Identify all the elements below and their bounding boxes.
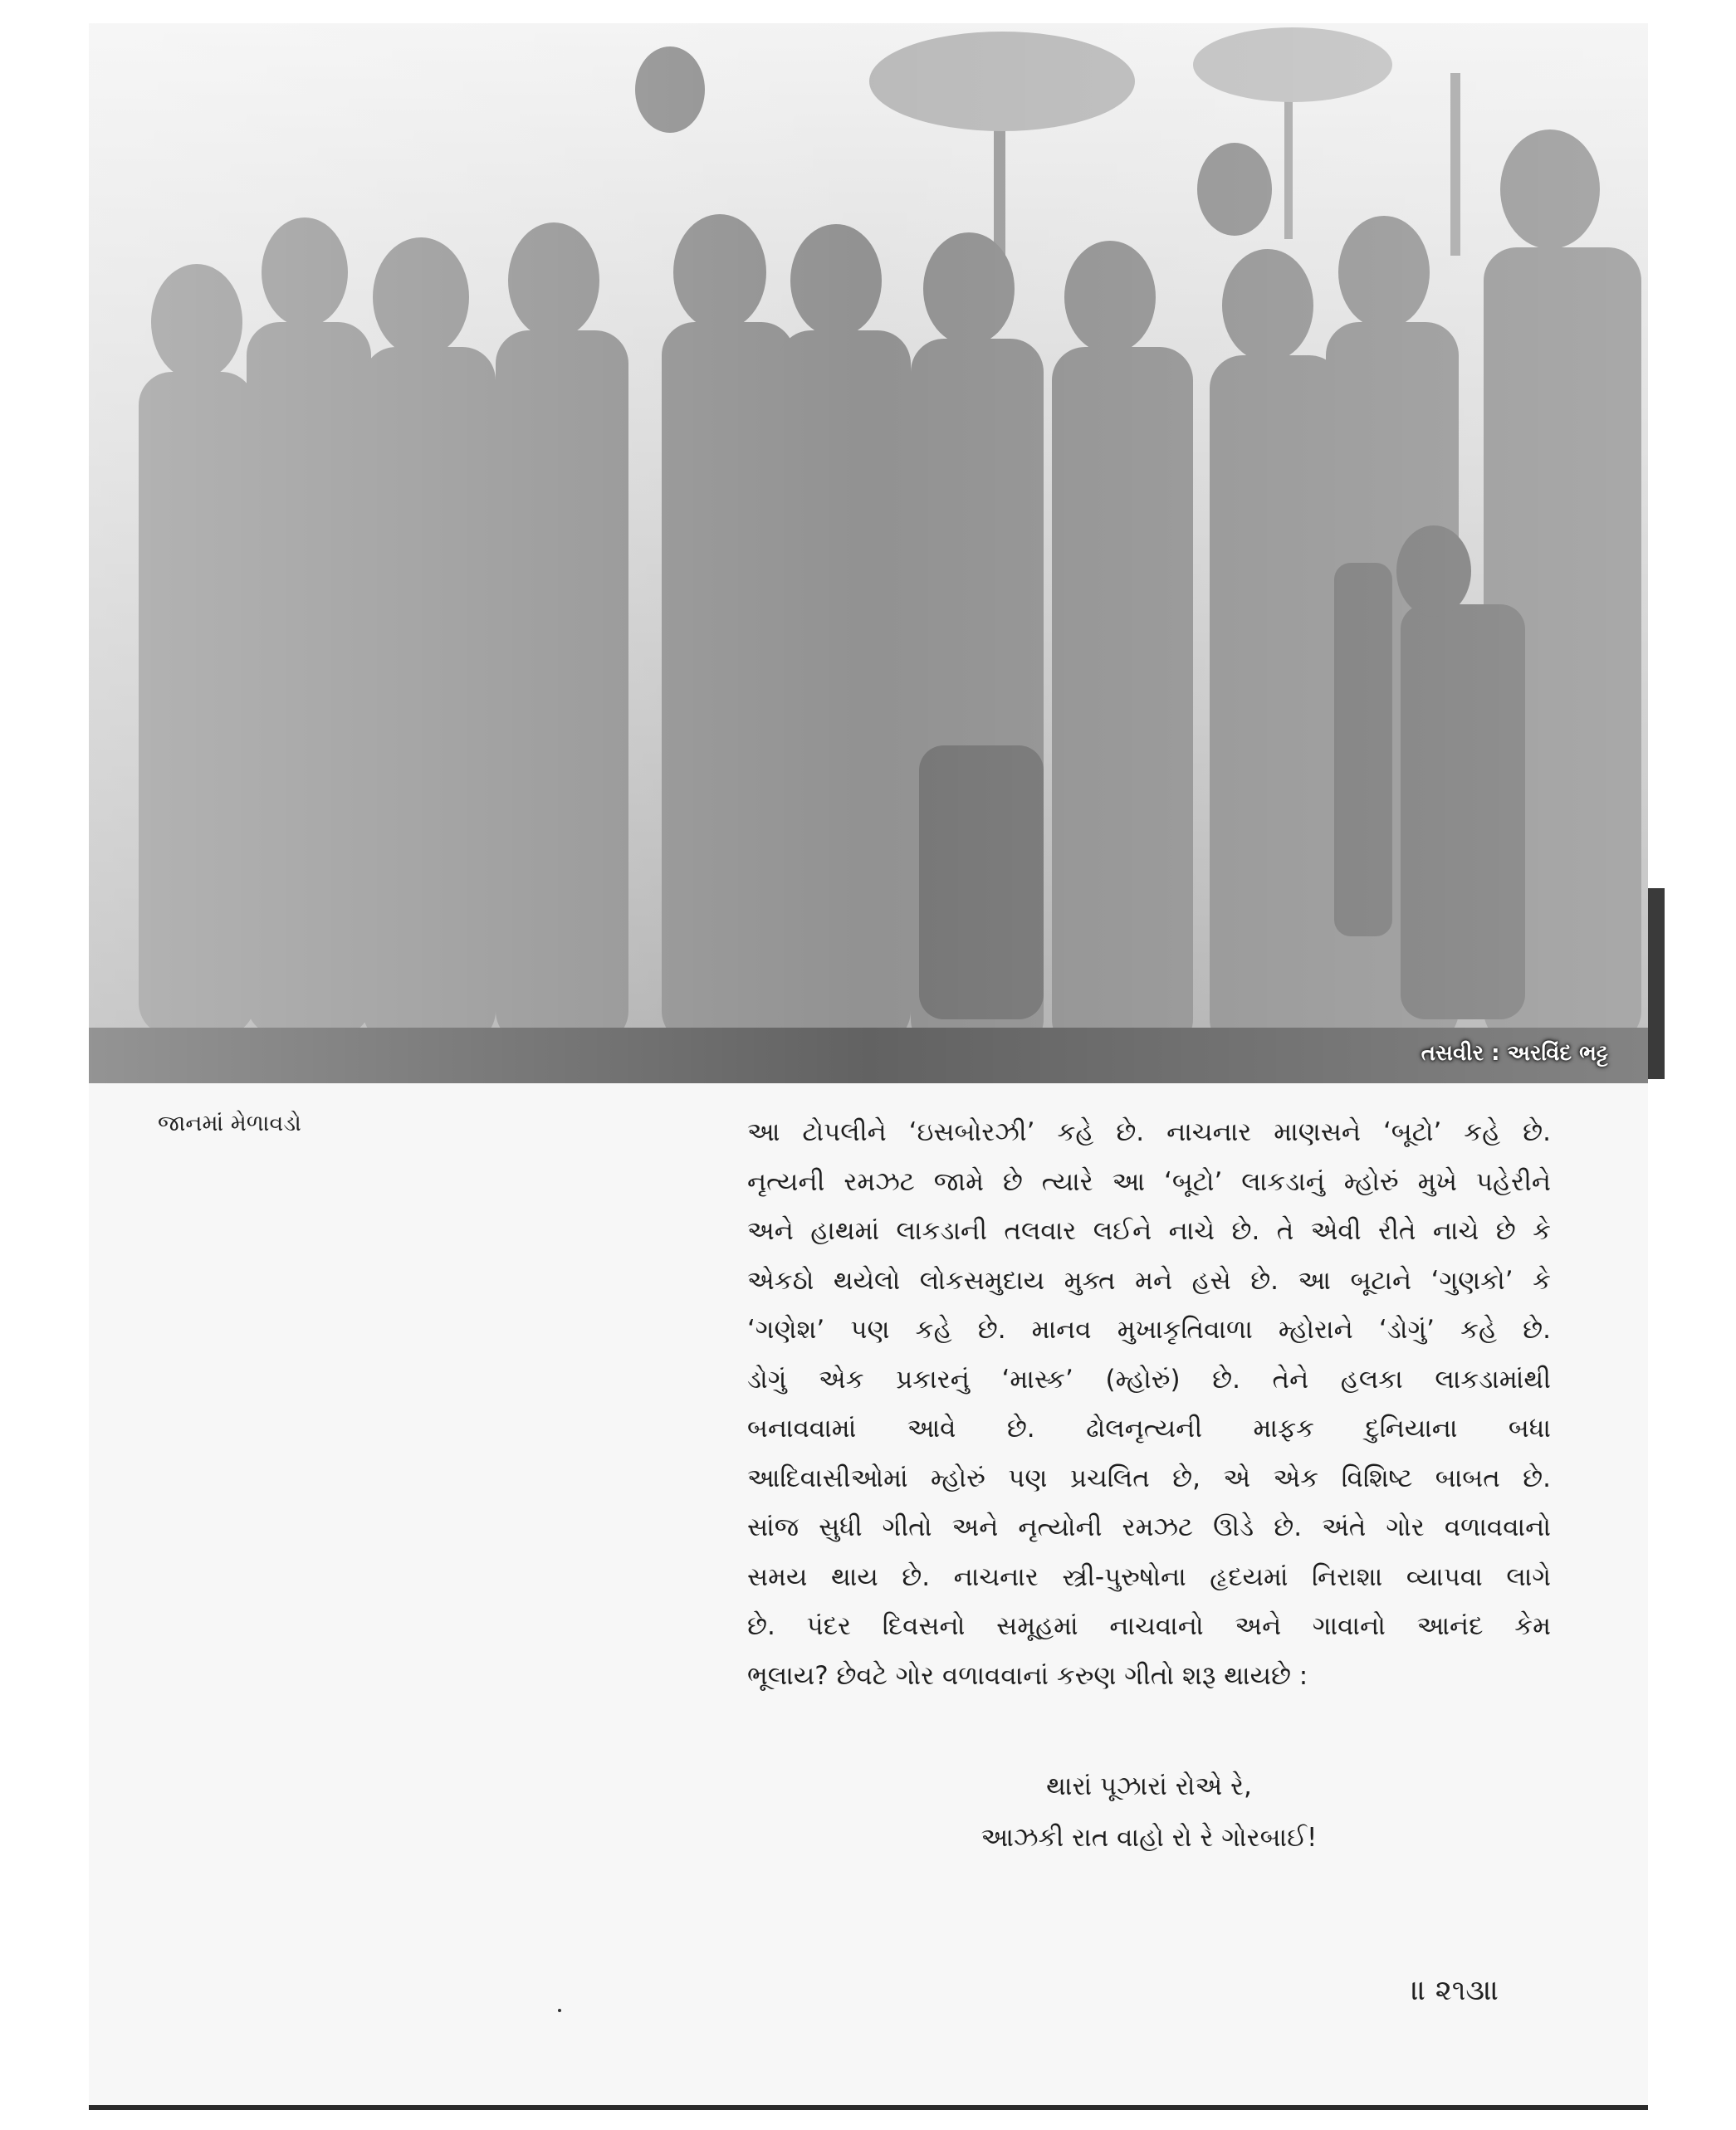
body-line: આ ટોપલીને ‘ઇસબોરઝી’ કહે છે. નાચનાર માણસને ‘બૂટો’ કહે છે. — [747, 1117, 1551, 1147]
song-verse — [747, 1761, 1551, 1864]
body-line: નૃત્યની રમઝટ જામે છે ત્યારે આ ‘બૂટો’ લાકડાનું મ્હોરું મુખે પહેરીને — [747, 1166, 1551, 1197]
verse-line: આઝકી રાત વાહો રો રે ગોરબાઈ! — [980, 1823, 1318, 1853]
body-line: ડોગું એક પ્રકારનું ‘માસ્ક’ (મ્હોરું) છે. તેને હલકા લાકડામાંથી — [747, 1364, 1551, 1395]
crowd-photograph — [89, 23, 1648, 1083]
body-paragraph — [747, 1108, 1551, 1701]
body-line: આદિવાસીઓમાં મ્હોરું પણ પ્રચલિત છે, એ એક વિશિષ્ટ બાબત છે. — [747, 1463, 1551, 1493]
page-edge-shadow — [1648, 888, 1665, 1079]
page-bottom-edge — [89, 2105, 1648, 2110]
body-line: સાંજ સુધી ગીતો અને નૃત્યોની રમઝટ ઊડે છે. અંતે ગોર વળાવવાનો — [747, 1512, 1551, 1542]
body-line: સમય થાય છે. નાચનાર સ્ત્રી-પુરુષોના હૃદયમાં નિરાશા વ્યાપવા લાગે — [747, 1561, 1551, 1592]
body-line: અને હાથમાં લાકડાની તલવાર લઈને નાચે છે. તે એવી રીતે નાચે છે કે — [747, 1216, 1551, 1246]
print-speck — [558, 2009, 561, 2012]
photo-illustration — [89, 23, 1648, 1083]
body-line: છે. પંદર દિવસનો સમૂહમાં નાચવાનો અને ગાવાનો આનંદ કેમ — [747, 1611, 1551, 1641]
verse-line: થારાં પૂઝારાં રોએ રે, — [1046, 1771, 1252, 1801]
page-number: ॥ ૨૧૩॥ — [1411, 1974, 1499, 2007]
photo-credit: તસવીર : અરવિંદ ભટ્ટ — [1421, 1041, 1608, 1066]
body-line: એકઠો થયેલો લોકસમુદાય મુક્ત મને હસે છે. આ બૂટાને ‘ગુણકો’ કે — [747, 1265, 1551, 1296]
photo-caption: જાનમાં મેળાવડો — [158, 1111, 301, 1136]
body-line: બનાવવામાં આવે છે. ઢોલનૃત્યની માફક દુનિયાના બધા — [747, 1414, 1551, 1444]
body-line: ‘ગણેશ’ પણ કહે છે. માનવ મુખાકૃતિવાળા મ્હોરાને ‘ડોગું’ કહે છે. — [747, 1315, 1551, 1345]
body-line: ભૂલાય? છેવટે ગોર વળાવવાનાં કરુણ ગીતો શરૂ થાયછે : — [747, 1660, 1308, 1691]
